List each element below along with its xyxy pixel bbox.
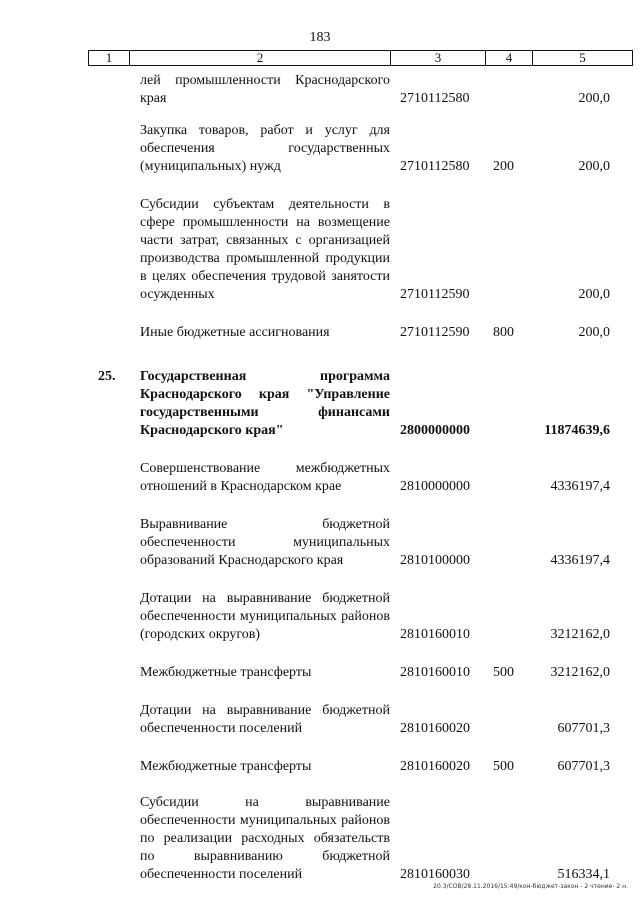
column-header-4: 4 [486, 51, 533, 65]
column-header-3: 3 [391, 51, 486, 65]
table-row [0, 644, 640, 682]
row-target-code: 2810100000 [400, 553, 470, 568]
row-amount: 200,0 [578, 159, 610, 174]
table-row-program [0, 342, 640, 440]
row-amount: 3212162,0 [550, 665, 610, 680]
row-expense-type: 500 [493, 759, 514, 774]
row-description: Межбюджетные трансферты [140, 759, 312, 774]
row-description: Межбюджетные трансферты [140, 665, 312, 680]
row-target-code: 2710112580 [400, 159, 470, 174]
row-description: лей промышленности Краснодарского края [140, 73, 390, 106]
row-target-code: 2800000000 [400, 423, 470, 438]
row-description: Совершенствование межбюджетных отношений в Краснодарском крае [140, 461, 390, 494]
page-number: 183 [309, 30, 331, 45]
row-description: Дотации на выравнивание бюджетной обеспеченности поселений [140, 703, 390, 736]
row-description: Государственная программа Краснодарского края "Управление государственными финансами Краснодарского края" [140, 369, 390, 438]
row-target-code: 2810160010 [400, 665, 470, 680]
table-row [0, 66, 640, 108]
row-target-code: 2810000000 [400, 479, 470, 494]
column-header-1: 1 [89, 51, 130, 65]
row-description: Закупка товаров, работ и услуг для обеспечения государственных (муниципальных) нужд [140, 123, 390, 174]
row-amount: 516334,1 [557, 867, 610, 882]
row-amount: 607701,3 [557, 759, 610, 774]
table-row [0, 682, 640, 738]
row-number: 25. [98, 369, 116, 384]
table-row [0, 304, 640, 342]
table-row [0, 176, 640, 304]
row-description: Субсидии субъектам деятельности в сфере промышленности на возмещение части затрат, связанных с организацией производства промышленной продукции в целях обеспечения трудовой занятости осужденных [140, 197, 390, 302]
table-row [0, 440, 640, 496]
row-amount: 200,0 [578, 325, 610, 340]
row-amount: 607701,3 [557, 721, 610, 736]
row-target-code: 2710112590 [400, 325, 470, 340]
row-description: Иные бюджетные ассигнования [140, 325, 330, 340]
row-description: Субсидии на выравнивание обеспеченности муниципальных районов по реализации расходных обязательств по выравниванию бюджетной обеспеченности поселений [140, 795, 390, 882]
row-target-code: 2810160020 [400, 759, 470, 774]
row-amount: 4336197,4 [550, 479, 610, 494]
row-description: Выравнивание бюджетной обеспеченности муниципальных образований Краснодарского края [140, 517, 390, 568]
row-description: Дотации на выравнивание бюджетной обеспеченности муниципальных районов (городских округов) [140, 591, 390, 642]
row-amount: 200,0 [578, 91, 610, 106]
table-row [0, 570, 640, 644]
row-amount: 3212162,0 [550, 627, 610, 642]
row-amount: 200,0 [578, 287, 610, 302]
row-amount: 4336197,4 [550, 553, 610, 568]
table-row [0, 738, 640, 776]
table-row [0, 108, 640, 176]
row-expense-type: 800 [493, 325, 514, 340]
row-target-code: 2810160010 [400, 627, 470, 642]
row-target-code: 2810160020 [400, 721, 470, 736]
column-header-2: 2 [130, 51, 391, 65]
document-footer: 20.3/СОВ/28.11.2016/15:49/кон-бюджет-закон - 2 чтение- 2 н. [433, 883, 628, 890]
column-header-5: 5 [579, 50, 586, 65]
budget-table-body [0, 66, 640, 884]
row-amount: 11874639,6 [544, 423, 610, 438]
table-row [0, 496, 640, 570]
table-row [0, 776, 640, 884]
row-expense-type: 200 [493, 159, 514, 174]
column-header-row [88, 50, 633, 66]
row-target-code: 2710112590 [400, 287, 470, 302]
row-target-code: 2710112580 [400, 91, 470, 106]
row-expense-type: 500 [493, 665, 514, 680]
row-target-code: 2810160030 [400, 867, 470, 882]
